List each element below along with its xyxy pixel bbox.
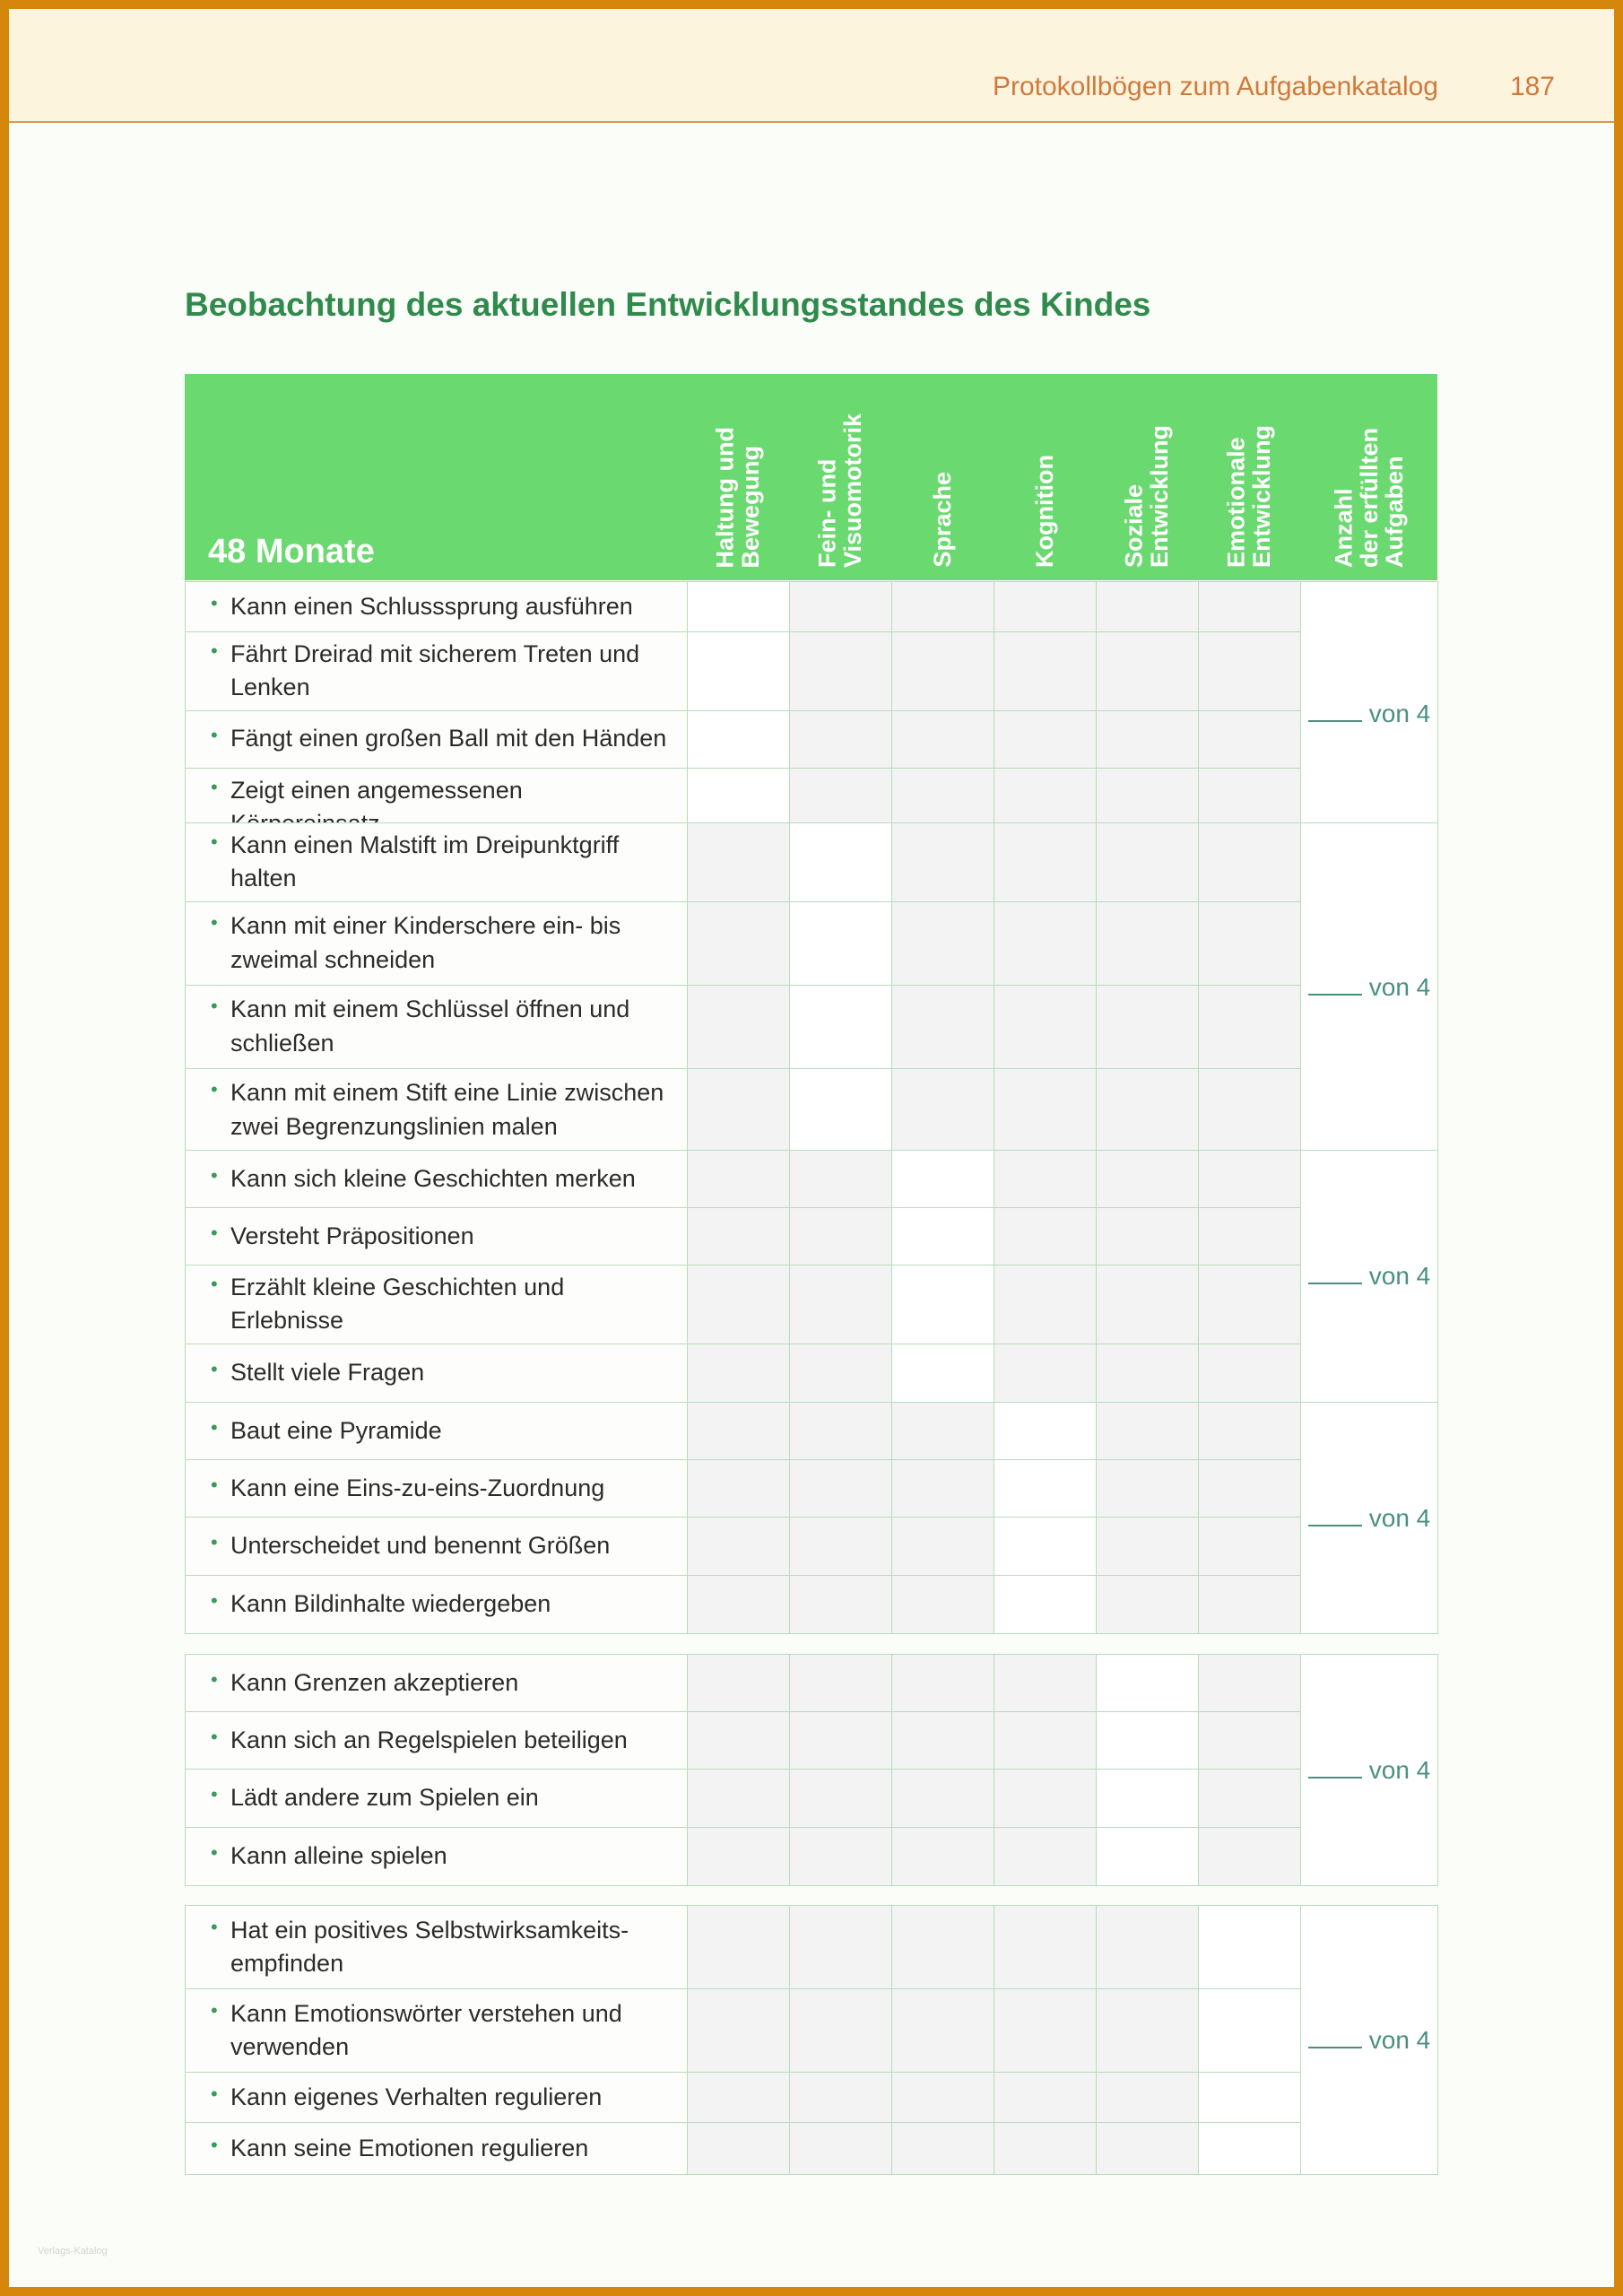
inactive-cell <box>1199 1518 1301 1576</box>
task-row <box>186 1208 1438 1265</box>
inactive-cell <box>994 2073 1097 2123</box>
inactive-cell <box>892 2123 994 2175</box>
column-header-label: Anzahl der erfüllten Aufgaben <box>1329 427 1408 568</box>
inactive-cell <box>1097 1344 1199 1402</box>
inactive-cell <box>1097 1460 1199 1518</box>
task-row <box>186 1518 1438 1576</box>
inactive-cell <box>1199 1770 1301 1828</box>
task-text: Kann seine Emotionen regulieren <box>230 2134 589 2161</box>
task-description <box>186 1068 688 1152</box>
column-header <box>891 374 994 580</box>
task-description <box>186 1265 688 1344</box>
inactive-cell <box>994 1344 1097 1402</box>
inactive-cell <box>1097 1151 1199 1208</box>
inactive-cell <box>790 1208 892 1265</box>
inactive-cell <box>1097 1989 1199 2073</box>
task-group-table <box>185 822 1438 1152</box>
inactive-cell <box>790 1906 892 1989</box>
bullet-icon: • <box>211 1357 218 1380</box>
page <box>9 9 1614 2287</box>
bullet-icon: • <box>211 1998 218 2022</box>
task-row <box>186 985 1438 1068</box>
task-row <box>186 582 1438 632</box>
inactive-cell <box>688 1906 790 1989</box>
task-description <box>186 632 688 711</box>
fulfilled-count-cell[interactable] <box>1301 1655 1438 1886</box>
count-blank[interactable] <box>1308 1525 1362 1526</box>
task-description <box>186 1655 688 1712</box>
task-text: Fängt einen großen Ball mit den Händen <box>230 725 667 752</box>
checkbox-cell[interactable] <box>892 1265 994 1344</box>
running-title: Protokollbögen zum Aufgabenkatalog <box>992 72 1438 101</box>
task-description <box>186 1576 688 1634</box>
inactive-cell <box>1199 1068 1301 1152</box>
inactive-cell <box>1199 1403 1301 1460</box>
inactive-cell <box>994 985 1097 1068</box>
footer-mark: Verlags-Katalog <box>38 2246 108 2257</box>
task-row <box>186 1576 1438 1634</box>
fulfilled-count-cell[interactable] <box>1301 1906 1438 2175</box>
inactive-cell <box>688 1403 790 1460</box>
page-number: 187 <box>1509 72 1555 101</box>
count-suffix: von 4 <box>1368 700 1431 727</box>
column-header-label: Haltung und Bewegung <box>711 426 764 568</box>
column-header-label: Soziale Entwicklung <box>1120 424 1173 568</box>
bullet-icon: • <box>211 591 218 614</box>
column-header <box>687 374 789 580</box>
inactive-cell <box>790 1151 892 1208</box>
count-blank[interactable] <box>1308 2047 1362 2048</box>
fulfilled-count-cell[interactable] <box>1301 823 1438 1152</box>
inactive-cell <box>688 2123 790 2175</box>
inactive-cell <box>790 1712 892 1770</box>
section-title: Beobachtung des aktuellen Entwicklungsstandes des Kindes <box>185 286 1151 323</box>
task-text: Kann Emotionswörter verstehen und verwenden <box>230 1999 622 2060</box>
inactive-cell <box>1199 985 1301 1068</box>
inactive-cell <box>688 1576 790 1634</box>
task-description <box>186 1989 688 2073</box>
task-row <box>186 632 1438 711</box>
checkbox-cell[interactable] <box>688 632 790 711</box>
inactive-cell <box>1199 1712 1301 1770</box>
inactive-cell <box>1097 1265 1199 1344</box>
inactive-cell <box>994 1712 1097 1770</box>
inactive-cell <box>1097 1068 1199 1152</box>
inactive-cell <box>1097 1906 1199 1989</box>
checkbox-cell[interactable] <box>790 823 892 902</box>
inactive-cell <box>892 985 994 1068</box>
inactive-cell <box>790 2073 892 2123</box>
checkbox-cell[interactable] <box>688 710 790 768</box>
task-description <box>186 710 688 768</box>
column-header-label: Emotionale Entwicklung <box>1222 424 1275 568</box>
task-description <box>186 2123 688 2175</box>
inactive-cell <box>688 985 790 1068</box>
task-row <box>186 1068 1438 1152</box>
inactive-cell <box>1199 1576 1301 1634</box>
inactive-cell <box>1097 710 1199 768</box>
task-text: Fährt Dreirad mit sicherem Treten und Lenken <box>230 640 640 701</box>
inactive-cell <box>790 1265 892 1344</box>
task-text: Erzählt kleine Geschichten und Erlebnisse <box>230 1274 565 1335</box>
bullet-icon: • <box>211 911 218 935</box>
count-suffix: von 4 <box>1368 972 1431 1001</box>
task-description <box>186 1712 688 1770</box>
bullet-icon: • <box>211 1783 218 1806</box>
inactive-cell <box>688 1460 790 1518</box>
task-row <box>186 1460 1438 1518</box>
checkbox-cell[interactable] <box>790 901 892 985</box>
inactive-cell <box>892 710 994 768</box>
task-row <box>186 1265 1438 1344</box>
bullet-icon: • <box>211 639 218 662</box>
inactive-cell <box>1097 1403 1199 1460</box>
task-group-table <box>185 581 1438 847</box>
task-text: Kann eine Eins-zu-eins-Zuordnung <box>230 1474 605 1501</box>
column-header <box>1300 374 1437 580</box>
inactive-cell <box>994 632 1097 711</box>
task-text: Baut eine Pyramide <box>230 1416 442 1444</box>
inactive-cell <box>892 1068 994 1152</box>
task-text: Kann eigenes Verhalten regulieren <box>230 2083 603 2110</box>
inactive-cell <box>790 1403 892 1460</box>
inactive-cell <box>1097 823 1199 902</box>
inactive-cell <box>994 1989 1097 2073</box>
column-header <box>789 374 891 580</box>
task-text: Kann einen Malstift im Dreipunktgriff halten <box>230 831 620 892</box>
task-description <box>186 1518 688 1576</box>
inactive-cell <box>688 2073 790 2123</box>
task-text: Kann Bildinhalte wiedergeben <box>230 1590 551 1618</box>
checkbox-cell[interactable] <box>790 1068 892 1152</box>
bullet-icon: • <box>211 724 218 747</box>
inactive-cell <box>790 582 892 632</box>
inactive-cell <box>1097 582 1199 632</box>
task-group-table <box>185 1905 1438 2175</box>
inactive-cell <box>892 1403 994 1460</box>
task-description <box>186 1208 688 1265</box>
inactive-cell <box>994 582 1097 632</box>
task-description <box>186 1460 688 1518</box>
inactive-cell <box>688 1208 790 1265</box>
bullet-icon: • <box>211 1725 218 1748</box>
fulfilled-count-cell[interactable] <box>1301 1151 1438 1403</box>
task-text: Versteht Präpositionen <box>230 1222 474 1249</box>
inactive-cell <box>1199 1460 1301 1518</box>
inactive-cell <box>892 632 994 711</box>
inactive-cell <box>790 1576 892 1634</box>
count-blank[interactable] <box>1308 1283 1362 1284</box>
table-header <box>185 374 1437 580</box>
inactive-cell <box>892 1712 994 1770</box>
inactive-cell <box>994 1828 1097 1886</box>
inactive-cell <box>790 1770 892 1828</box>
inactive-cell <box>790 632 892 711</box>
bullet-icon: • <box>211 831 218 853</box>
inactive-cell <box>892 1460 994 1518</box>
inactive-cell <box>892 1518 994 1576</box>
inactive-cell <box>688 1518 790 1576</box>
inactive-cell <box>1097 632 1199 711</box>
checkbox-cell[interactable] <box>1097 1712 1199 1770</box>
column-header-label: Sprache <box>928 472 956 568</box>
checkbox-cell[interactable] <box>994 1403 1097 1460</box>
task-description <box>186 1151 688 1208</box>
inactive-cell <box>892 1576 994 1634</box>
inactive-cell <box>1199 582 1301 632</box>
bullet-icon: • <box>211 1667 218 1691</box>
task-row <box>186 1989 1438 2073</box>
task-description <box>186 582 688 632</box>
inactive-cell <box>1199 632 1301 711</box>
task-row <box>186 1828 1438 1886</box>
count-blank[interactable] <box>1308 720 1362 722</box>
inactive-cell <box>994 1265 1097 1344</box>
task-text: Kann Grenzen akzeptieren <box>230 1668 519 1696</box>
inactive-cell <box>1199 1208 1301 1265</box>
inactive-cell <box>688 1828 790 1886</box>
task-description <box>186 1403 688 1460</box>
checkbox-cell[interactable] <box>994 1518 1097 1576</box>
inactive-cell <box>1199 1344 1301 1402</box>
checkbox-cell[interactable] <box>1097 1655 1199 1712</box>
checkbox-cell[interactable] <box>1199 2073 1301 2123</box>
checkbox-cell[interactable] <box>892 1151 994 1208</box>
checkbox-cell[interactable] <box>892 1344 994 1402</box>
inactive-cell <box>1199 710 1301 768</box>
task-description <box>186 1344 688 1402</box>
task-row <box>186 1403 1438 1460</box>
inactive-cell <box>790 1460 892 1518</box>
task-row <box>186 1655 1438 1712</box>
task-text: Kann mit einer Kinderschere ein- bis zweimal schneiden <box>230 912 621 973</box>
checkbox-cell[interactable] <box>994 1460 1097 1518</box>
inactive-cell <box>1097 1518 1199 1576</box>
inactive-cell <box>1097 2073 1199 2123</box>
task-text: Kann mit einem Schlüssel öffnen und schließen <box>230 996 630 1057</box>
task-row <box>186 901 1438 985</box>
inactive-cell <box>790 1989 892 2073</box>
bullet-icon: • <box>211 1078 218 1101</box>
age-label: 48 Monate <box>185 374 687 580</box>
task-description <box>186 985 688 1068</box>
inactive-cell <box>1199 901 1301 985</box>
inactive-cell <box>892 1828 994 1886</box>
inactive-cell <box>1199 1265 1301 1344</box>
inactive-cell <box>994 1770 1097 1828</box>
inactive-cell <box>790 2123 892 2175</box>
inactive-cell <box>892 1770 994 1828</box>
inactive-cell <box>994 823 1097 902</box>
task-text: Stellt viele Fragen <box>230 1358 425 1386</box>
column-header-label: Kognition <box>1030 455 1058 568</box>
bullet-icon: • <box>211 1473 218 1496</box>
task-row <box>186 1151 1438 1208</box>
inactive-cell <box>1097 901 1199 985</box>
inactive-cell <box>892 582 994 632</box>
inactive-cell <box>892 2073 994 2123</box>
bullet-icon: • <box>211 1589 218 1613</box>
inactive-cell <box>994 1906 1097 1989</box>
bullet-icon: • <box>211 1273 218 1295</box>
inactive-cell <box>688 901 790 985</box>
task-group-table <box>185 1402 1438 1634</box>
column-header <box>1198 374 1300 580</box>
inactive-cell <box>688 1770 790 1828</box>
inactive-cell <box>688 823 790 902</box>
inactive-cell <box>994 901 1097 985</box>
task-text: Zeigt einen angemessenen <box>230 776 523 804</box>
task-description <box>186 1906 688 1989</box>
task-description <box>186 1828 688 1886</box>
task-description <box>186 823 688 902</box>
task-description <box>186 901 688 985</box>
inactive-cell <box>688 1068 790 1152</box>
checkbox-cell[interactable] <box>994 1576 1097 1634</box>
task-group-table <box>185 1654 1438 1886</box>
checkbox-cell[interactable] <box>790 985 892 1068</box>
task-row <box>186 1344 1438 1402</box>
checkbox-cell[interactable] <box>1199 1989 1301 2073</box>
inactive-cell <box>994 710 1097 768</box>
bullet-icon: • <box>211 1163 218 1187</box>
task-row <box>186 823 1438 902</box>
inactive-cell <box>994 1151 1097 1208</box>
task-text: Lädt andere zum Spielen ein <box>230 1784 539 1812</box>
count-blank[interactable] <box>1308 1777 1362 1779</box>
task-row <box>186 1906 1438 1989</box>
count-suffix: von 4 <box>1368 1503 1431 1532</box>
inactive-cell <box>1199 1655 1301 1712</box>
inactive-cell <box>892 1655 994 1712</box>
task-row <box>186 1770 1438 1828</box>
bullet-icon: • <box>211 1221 218 1244</box>
fulfilled-count-cell[interactable] <box>1301 582 1438 847</box>
inactive-cell <box>1199 823 1301 902</box>
task-row <box>186 710 1438 768</box>
inactive-cell <box>688 1344 790 1402</box>
inactive-cell <box>1097 985 1199 1068</box>
header-band <box>9 9 1614 123</box>
checkbox-cell[interactable] <box>892 1208 994 1265</box>
checkbox-cell[interactable] <box>1199 2123 1301 2175</box>
inactive-cell <box>688 1655 790 1712</box>
task-description <box>186 2073 688 2123</box>
bullet-icon: • <box>211 1531 218 1554</box>
inactive-cell <box>994 2123 1097 2175</box>
bullet-icon: • <box>211 1415 218 1439</box>
inactive-cell <box>688 1989 790 2073</box>
inactive-cell <box>790 710 892 768</box>
inactive-cell <box>1097 2123 1199 2175</box>
bullet-icon: • <box>211 2082 218 2105</box>
bullet-icon: • <box>211 1841 218 1865</box>
inactive-cell <box>1097 1576 1199 1634</box>
inactive-cell <box>892 1906 994 1989</box>
task-group-table <box>185 1150 1438 1403</box>
task-text: Kann sich kleine Geschichten merken <box>230 1164 636 1192</box>
count-suffix: von 4 <box>1368 1261 1431 1290</box>
inactive-cell <box>1199 1151 1301 1208</box>
task-text: Unterscheidet und benennt Größen <box>230 1532 611 1560</box>
count-suffix: von 4 <box>1368 1755 1431 1784</box>
inactive-cell <box>994 1655 1097 1712</box>
count-blank[interactable] <box>1308 994 1362 996</box>
count-suffix: von 4 <box>1368 2025 1431 2054</box>
inactive-cell <box>790 1344 892 1402</box>
task-row <box>186 1712 1438 1770</box>
inactive-cell <box>688 1151 790 1208</box>
inactive-cell <box>892 1989 994 2073</box>
bullet-icon: • <box>211 995 218 1018</box>
checkbox-cell[interactable] <box>1097 1828 1199 1886</box>
inactive-cell <box>688 1712 790 1770</box>
task-text: Kann mit einem Stift eine Linie zwischen zwei Begrenzungslinien malen <box>230 1079 664 1140</box>
checkbox-cell[interactable] <box>688 582 790 632</box>
bullet-icon: • <box>211 775 218 798</box>
bullet-icon: • <box>211 1915 218 1938</box>
inactive-cell <box>892 901 994 985</box>
inactive-cell <box>892 823 994 902</box>
inactive-cell <box>1199 1828 1301 1886</box>
inactive-cell <box>994 1068 1097 1152</box>
column-header-label: Fein- und Visuomotorik <box>813 413 866 568</box>
task-text: Kann einen Schlusssprung ausführen <box>230 592 633 620</box>
inactive-cell <box>790 1655 892 1712</box>
task-text: Kann sich an Regelspielen beteiligen <box>230 1726 628 1753</box>
task-row <box>186 2123 1438 2175</box>
column-header <box>1096 374 1198 580</box>
inactive-cell <box>1097 1208 1199 1265</box>
column-header <box>994 374 1096 580</box>
inactive-cell <box>994 1208 1097 1265</box>
task-row <box>186 2073 1438 2123</box>
fulfilled-count-cell[interactable] <box>1301 1403 1438 1634</box>
task-text: Kann alleine spielen <box>230 1842 447 1870</box>
checkbox-cell[interactable] <box>1097 1770 1199 1828</box>
inactive-cell <box>688 1265 790 1344</box>
task-description <box>186 1770 688 1828</box>
inactive-cell <box>790 1518 892 1576</box>
task-text: Hat ein positives Selbstwirksamkeits- empfinden <box>230 1916 629 1977</box>
inactive-cell <box>790 1828 892 1886</box>
checkbox-cell[interactable] <box>1199 1906 1301 1989</box>
bullet-icon: • <box>211 2133 218 2156</box>
